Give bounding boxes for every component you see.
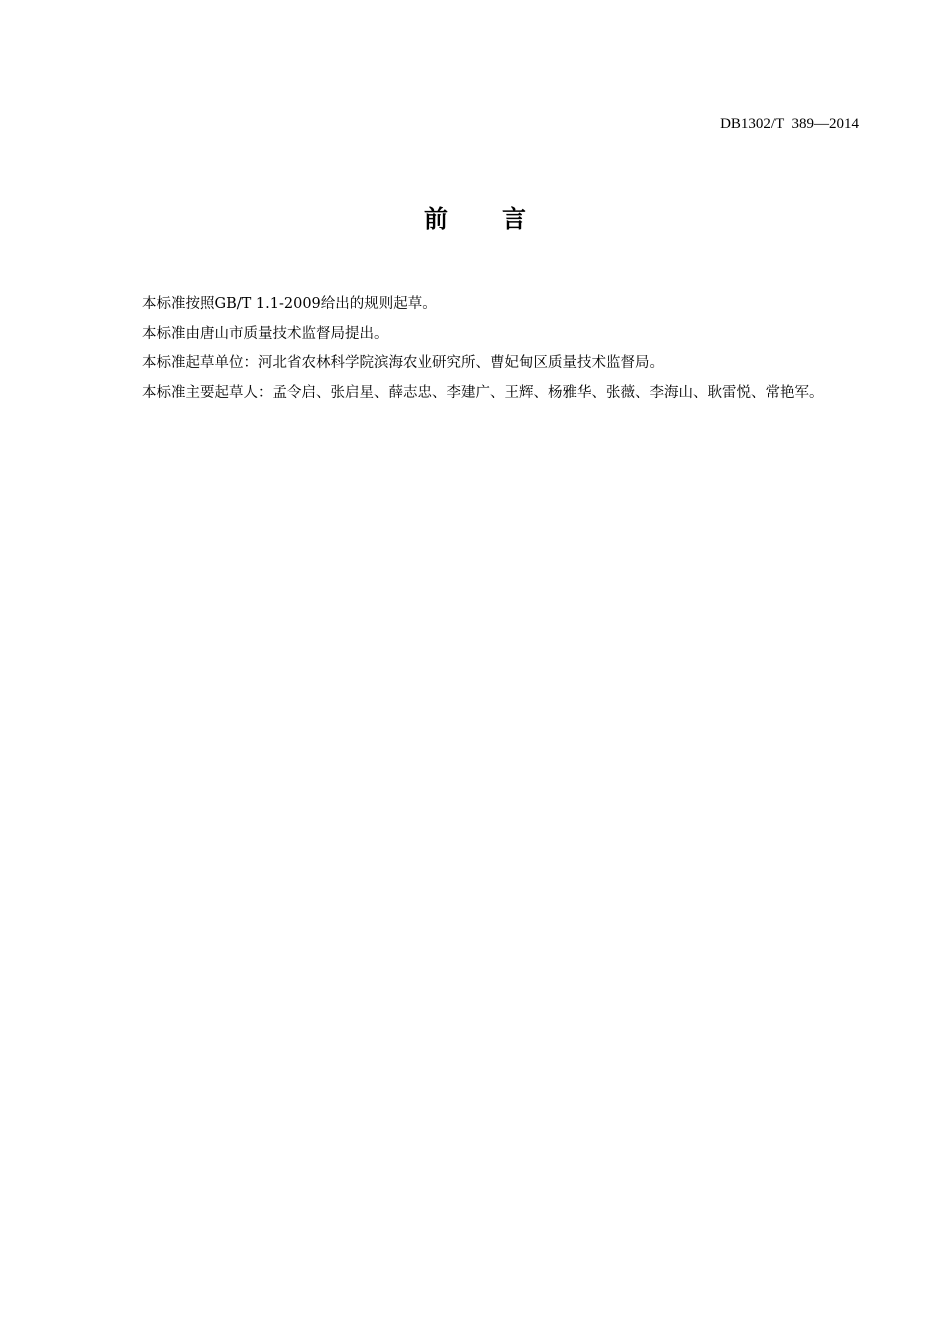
title-char-1: 前	[424, 205, 448, 233]
preface-body	[113, 290, 861, 408]
paragraph-proposer: 本标准由唐山市质量技术监督局提出。	[142, 325, 389, 342]
page-title	[0, 204, 950, 234]
paragraph-drafting-units: 本标准起草单位：河北省农林科学院滨海农业研究所、曹妃甸区质量技术监督局。	[142, 355, 664, 371]
title-char-2: 言	[502, 205, 526, 233]
paragraph-drafters: 本标准主要起草人：孟令启、张启星、薛志忠、李建广、王辉、杨雅华、张薇、李海山、耿雷悦、常艳军。	[142, 384, 824, 401]
paragraph-drafting-rules: 本标准按照GB/T 1.1-2009给出的规则起草。	[142, 296, 437, 312]
document-code: DB1302/T 389—2014	[720, 116, 859, 132]
